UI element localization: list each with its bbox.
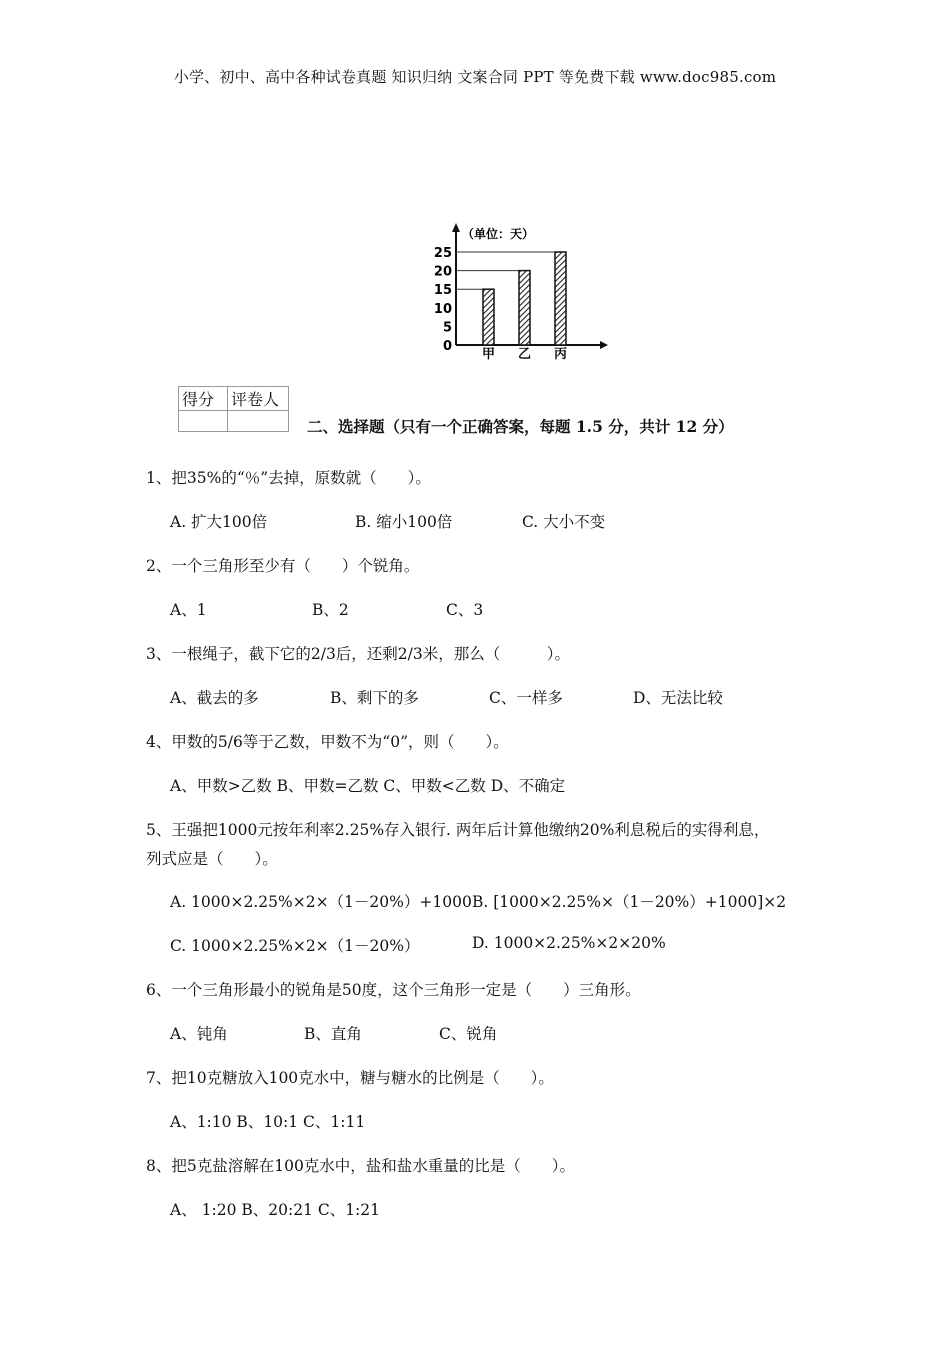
q5-option-c[interactable]: C. 1000×2.25%×2×（1－20%） <box>170 937 420 955</box>
question-4: 4、甲数的5/6等于乙数，甲数不为“0”，则（ ）。 <box>146 733 509 751</box>
grader-cell[interactable] <box>228 411 289 432</box>
bar-丙 <box>555 252 566 345</box>
bar-chart <box>420 218 610 368</box>
question-1: 1、把35%的“％”去掉，原数就（ ）。 <box>146 469 431 487</box>
q1-option-c[interactable]: C. 大小不变 <box>522 513 606 531</box>
y-tick-label: 5 <box>442 320 452 336</box>
question-2-options <box>0 598 950 620</box>
page-header: 小学、初中、高中各种试卷真题 知识归纳 文案合同 PPT 等免费下载 www.doc985.com <box>173 68 777 86</box>
x-tick-label: 甲 <box>481 347 496 362</box>
y-tick-label: 25 <box>433 246 452 261</box>
q1-option-b[interactable]: B. 缩小100倍 <box>355 513 453 531</box>
y-tick-label: 20 <box>433 264 452 280</box>
q3-option-c[interactable]: C、一样多 <box>489 689 563 707</box>
question-2: 2、一个三角形至少有（ ）个锐角。 <box>146 557 420 575</box>
bar-乙 <box>519 271 530 345</box>
question-8: 8、把5克盐溶解在100克水中，盐和盐水重量的比是（ ）。 <box>146 1157 576 1175</box>
score-cell[interactable] <box>179 411 228 432</box>
q2-option-b[interactable]: B、2 <box>312 601 349 619</box>
x-tick-label: 乙 <box>517 347 532 362</box>
q1-option-a[interactable]: A. 扩大100倍 <box>170 513 268 531</box>
q3-option-a[interactable]: A、截去的多 <box>170 689 259 707</box>
q8-options[interactable]: A、 1:20 B、20:21 C、1:21 <box>170 1201 381 1219</box>
q6-option-a[interactable]: A、钝角 <box>170 1025 228 1043</box>
question-5-options-row2 <box>0 934 950 956</box>
q4-options[interactable]: A、甲数>乙数 B、甲数=乙数 C、甲数<乙数 D、不确定 <box>170 777 566 795</box>
score-header: 得分 <box>179 387 228 411</box>
chart-title: （单位：天） <box>462 227 535 241</box>
q5-option-b[interactable]: B. [1000×2.25%×（1－20%）+1000]×2 <box>472 893 787 911</box>
y-axis-arrow <box>452 223 460 232</box>
q2-option-c[interactable]: C、3 <box>446 601 484 619</box>
section-title: 二、选择题（只有一个正确答案，每题 1.5 分，共计 12 分） <box>307 417 734 436</box>
q7-options[interactable]: A、1:10 B、10:1 C、1:11 <box>170 1113 366 1131</box>
q3-option-d[interactable]: D、无法比较 <box>633 689 723 707</box>
q3-option-b[interactable]: B、剩下的多 <box>330 689 419 707</box>
y-tick-label: 0 <box>442 339 452 354</box>
question-5-options-row1 <box>0 890 950 912</box>
question-6-options <box>0 1022 950 1044</box>
question-5: 5、王强把1000元按年利率2.25%存入银行. 两年后计算他缴纳20%利息税后的实得利息， <box>146 821 770 839</box>
grader-header: 评卷人 <box>228 387 289 411</box>
q6-option-b[interactable]: B、直角 <box>304 1025 362 1043</box>
question-5-cont: 列式应是（ ）。 <box>146 850 278 868</box>
question-1-options <box>0 510 950 532</box>
x-tick-label: 丙 <box>553 347 568 362</box>
score-table <box>178 386 289 432</box>
y-tick-label: 10 <box>433 301 452 317</box>
q5-option-d[interactable]: D. 1000×2.25%×2×20% <box>472 934 666 952</box>
question-3-options <box>0 686 950 708</box>
y-tick-label: 15 <box>433 283 452 299</box>
question-7: 7、把10克糖放入100克水中，糖与糖水的比例是（ ）。 <box>146 1069 554 1087</box>
x-axis-arrow <box>600 341 608 349</box>
q6-option-c[interactable]: C、锐角 <box>439 1025 498 1043</box>
question-3: 3、一根绳子，截下它的2/3后，还剩2/3米，那么（ ）。 <box>146 645 571 663</box>
question-6: 6、一个三角形最小的锐角是50度，这个三角形一定是（ ）三角形。 <box>146 981 641 999</box>
q2-option-a[interactable]: A、1 <box>170 601 207 619</box>
q5-option-a[interactable]: A. 1000×2.25%×2×（1－20%）+1000 <box>170 893 472 911</box>
bar-甲 <box>483 289 494 345</box>
